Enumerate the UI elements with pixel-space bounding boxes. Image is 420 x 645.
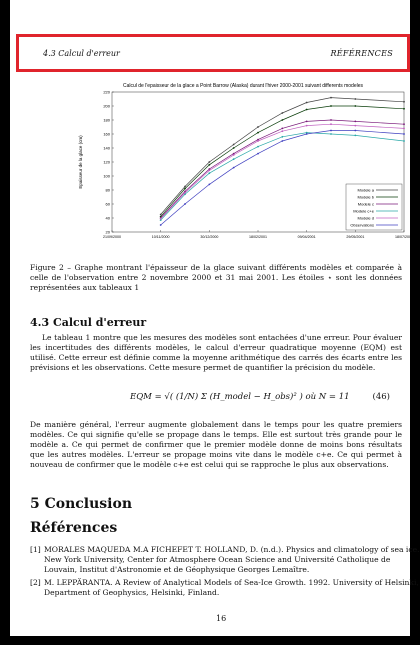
eqm-equation: EQM = √( (1/N) Σ (H_model − H_obs)² ) où N = 11 (130, 392, 350, 402)
x-tick-label: 30/12/2000 (200, 235, 219, 239)
y-tick-label: 80 (105, 187, 110, 193)
data-point (160, 214, 162, 216)
legend-label: Modele c+e (353, 208, 374, 214)
data-point (281, 140, 283, 142)
reference-item (30, 578, 419, 600)
figure-caption: Figure 2 – Graphe montrant l'épaisseur de la glace suivant différents modèles et comparée à celle de l'observation entre 2 novembre 2000 et 31 mai 2001. Les étoiles ⋆ sont les données représentées aux tableaux 1 (30, 263, 402, 292)
data-point (403, 133, 405, 135)
document-page (10, 0, 420, 636)
data-point (184, 203, 186, 205)
data-point (208, 172, 210, 174)
legend-label: Modele d (357, 215, 374, 221)
references-title: Références (30, 520, 118, 536)
x-tick-label: 09/04/2001 (297, 235, 316, 239)
reference-item (30, 545, 420, 575)
reference-number: [1] (30, 545, 41, 554)
data-point (208, 184, 210, 186)
y-tick-label: 220 (103, 89, 110, 95)
equation-number: (46) (372, 392, 390, 402)
data-point (184, 192, 186, 194)
header-section: 4.3 Calcul d'erreur (43, 49, 120, 58)
legend-label: Modele b (357, 194, 374, 200)
data-point (403, 140, 405, 142)
data-point (160, 224, 162, 226)
y-tick-label: 160 (103, 131, 110, 137)
data-point (208, 161, 210, 163)
data-point (306, 102, 308, 104)
data-point (257, 132, 259, 134)
section-4-3-paragraph-2: De manière général, l'erreur augmente globalement dans le temps pour les quatre premiers modèles. Ce qui signifie qu'elle se propage dans le temps. Elle est surtout très grande pour le modèle a. Ce qui permet de confirmer que le premier modèle donne de moins bons résultats que les autres modèles. L'erreur se propage moins vite dans le modèle c+e. Ce qui permet à nouveau de confirmer que le modèle c+e est celui qui se rapproche le plus aux observations. (30, 420, 402, 469)
chart-title: Calcul de l'epaisseur de la glace a Point Barrow (Alaska) durant l'hiver 2000-2001 suivant differents modeles (122, 83, 364, 89)
y-axis-label: Epaisseur de la glace (cm) (78, 135, 83, 189)
y-tick-label: 40 (105, 215, 110, 221)
data-point (257, 146, 259, 148)
data-point (281, 112, 283, 114)
data-point (257, 126, 259, 128)
y-tick-label: 100 (103, 173, 110, 179)
data-point (233, 147, 235, 149)
data-point (354, 125, 356, 127)
data-point (208, 164, 210, 166)
data-point (233, 154, 235, 156)
data-point (233, 158, 235, 160)
y-tick-label: 180 (103, 117, 110, 123)
data-point (354, 130, 356, 132)
y-tick-label: 120 (103, 159, 110, 165)
ice-thickness-chart (72, 80, 414, 252)
data-point (330, 97, 332, 99)
data-point (184, 186, 186, 188)
data-point (330, 119, 332, 121)
section-title-5: 5 Conclusion (30, 496, 133, 512)
x-tick-label: 21/09/2000 (103, 235, 121, 239)
section-title-4-3: 4.3 Calcul d'erreur (30, 316, 147, 329)
data-point (403, 101, 405, 103)
y-tick-label: 200 (103, 103, 110, 109)
section-4-3-paragraph-1: Le tableau 1 montre que les mesures des modèles sont entachées d'une erreur. Pour évaluer les incertitudes des différents modèles, le calcul d'erreur quadratique moyenne (EQM) est utilisé. Cette erreur est définie comme la moyenne arithmétique des carrés des écarts entre les prévisions et les observations. Cette mesure permet de quantifier la précision du modèle. (30, 333, 402, 372)
data-point (281, 136, 283, 138)
data-point (184, 188, 186, 190)
reference-text: MORALES MAQUEDA M.A FICHEFET T. HOLLAND, D. (n.d.). Physics and climatology of sea ice. New York University, Center for Atmosphere Ocean Science and Université Catholique de Louvain, Institut d'Astronomie et de Géophysique Georges Lemaître. (44, 545, 420, 574)
y-tick-label: 60 (105, 201, 110, 207)
header-title: RÉFÉRENCES (330, 49, 393, 58)
data-point (403, 123, 405, 125)
data-point (354, 98, 356, 100)
data-point (330, 130, 332, 132)
legend-label: Modele c (357, 201, 374, 207)
running-header (16, 34, 410, 72)
data-point (257, 140, 259, 142)
data-point (306, 121, 308, 123)
data-point (354, 121, 356, 123)
data-point (281, 128, 283, 130)
data-point (306, 133, 308, 135)
data-point (330, 123, 332, 125)
y-tick-label: 140 (103, 145, 110, 151)
data-point (354, 105, 356, 107)
x-tick-label: 10/11/2000 (151, 235, 170, 239)
data-point (281, 119, 283, 121)
reference-number: [2] (30, 578, 41, 587)
data-point (281, 130, 283, 132)
x-tick-label: 18/02/2001 (249, 235, 267, 239)
data-point (403, 128, 405, 130)
data-point (233, 167, 235, 169)
data-point (306, 125, 308, 127)
data-point (160, 218, 162, 220)
legend-label: Observations (350, 222, 374, 228)
data-point (354, 135, 356, 137)
page-number: 16 (216, 614, 227, 623)
data-point (233, 144, 235, 146)
y-tick-label: 20 (105, 229, 110, 235)
data-point (208, 170, 210, 172)
reference-text: M. LEPPÄRANTA. A Review of Analytical Models of Sea-Ice Growth. 1992. University of Helsinki, Department of Geophysics, Helsinki, Finland. (44, 578, 419, 597)
x-tick-label: 29/05/2001 (346, 235, 365, 239)
data-point (306, 109, 308, 111)
data-point (330, 105, 332, 107)
legend-label: Modele a (357, 187, 374, 193)
data-point (403, 108, 405, 110)
data-point (257, 153, 259, 155)
data-point (330, 133, 332, 135)
x-tick-label: 18/07/2001 (395, 235, 413, 239)
